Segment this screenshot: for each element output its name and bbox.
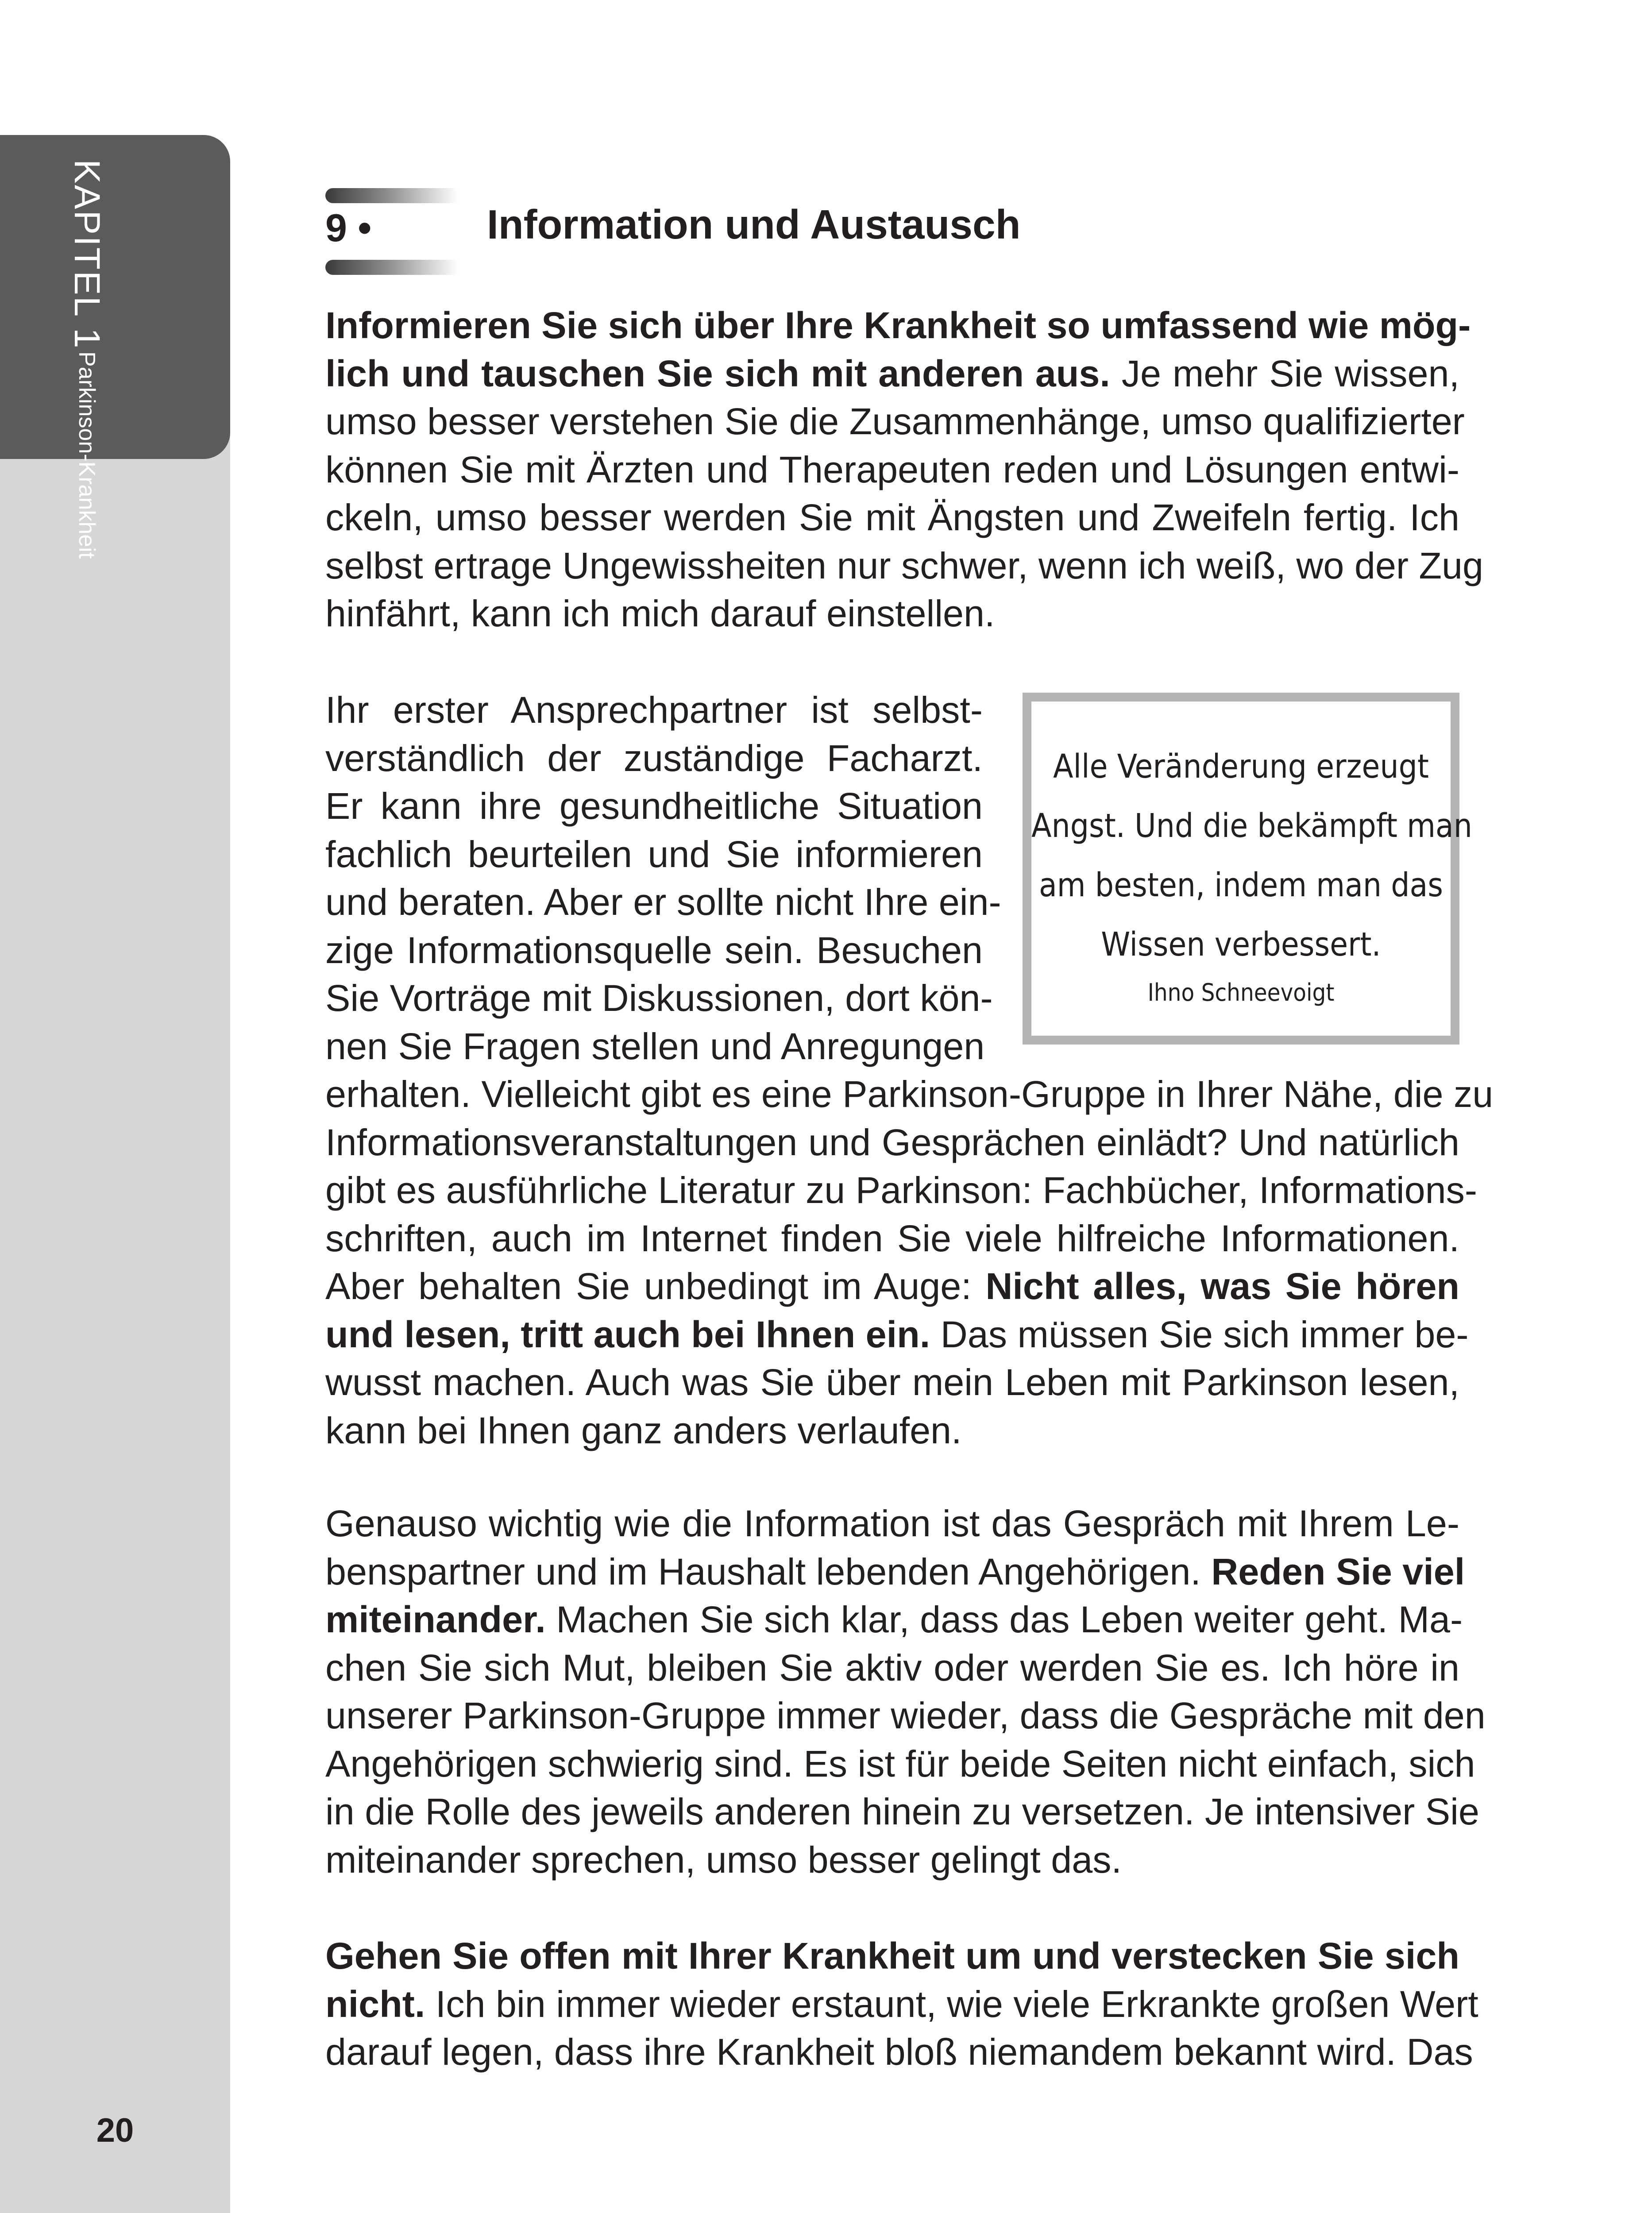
text-line: verständlich der zuständige Facharzt. (325, 737, 983, 779)
text-line: und lesen, tritt auch bei Ihnen ein. Das müssen Sie sich immer be- (325, 1313, 1469, 1355)
heading-bar-bottom (325, 260, 458, 275)
chapter-label (69, 159, 105, 559)
text-line: miteinander sprechen, umso besser gelingt das. (325, 1839, 1122, 1881)
text-line: Gehen Sie offen mit Ihrer Krankheit um und verstecken Sie sich (325, 1935, 1459, 1977)
text-line: ckeln, umso besser werden Sie mit Ängsten und Zweifeln fertig. Ich (325, 497, 1459, 538)
text-line: chen Sie sich Mut, bleiben Sie aktiv oder werden Sie es. Ich höre in (325, 1646, 1459, 1689)
chapter-tab (0, 135, 230, 459)
text-line: nicht. Ich bin immer wieder erstaunt, wie viele Erkrankte großen Wert (325, 1983, 1478, 2025)
text-line: zige Informationsquelle sein. Besuchen (325, 929, 983, 971)
text-line: Informieren Sie sich über Ihre Krankheit so umfassend wie mög- (325, 305, 1471, 346)
quote-author: Ihno Schneevoigt (1147, 979, 1335, 1006)
text-line: benspartner und im Haushalt lebenden Angehörigen. Reden Sie viel (325, 1550, 1465, 1592)
section-number: 9 • (325, 206, 372, 250)
text-line: Er kann ihre gesundheitliche Situation (325, 785, 983, 827)
text-line: unserer Parkinson-Gruppe immer wieder, dass die Gespräche mit den (325, 1695, 1486, 1736)
text-line: lich und tauschen Sie sich mit anderen aus. Je mehr Sie wissen, (325, 352, 1459, 394)
quote-text (1031, 737, 1472, 974)
text-line: Ihr erster Ansprechpartner ist selbst- (325, 689, 983, 731)
quote-line: Alle Veränderung erzeugt (1053, 748, 1429, 786)
page-number: 20 (96, 2112, 134, 2149)
paragraph-conversation (325, 1500, 1486, 1884)
heading-bar-top (325, 188, 458, 203)
quote-line: Angst. Und die bekämpft man (1031, 807, 1472, 845)
text-line: Informationsveranstaltungen und Gesprächen einlädt? Und natürlich (325, 1121, 1459, 1163)
text-line: nen Sie Fragen stellen und Anregungen (325, 1025, 985, 1067)
quote-line: am besten, indem man das (1039, 866, 1443, 904)
text-line: darauf legen, dass ihre Krankheit bloß niemandem bekannt wird. Das (325, 2031, 1473, 2073)
text-line: selbst ertrage Ungewissheiten nur schwer, wenn ich weiß, wo der Zug (325, 544, 1484, 586)
text-line: können Sie mit Ärzten und Therapeuten reden und Lösungen entwi- (325, 448, 1459, 490)
text-line: Genauso wichtig wie die Information ist das Gespräch mit Ihrem Le- (325, 1503, 1459, 1544)
text-line: schriften, auch im Internet finden Sie viele hilfreiche Informationen. (325, 1217, 1459, 1259)
text-line: umso besser verstehen Sie die Zusammenhänge, umso qualifizierter (325, 401, 1465, 442)
text-line: wusst machen. Auch was Sie über mein Leben mit Parkinson lesen, (325, 1361, 1459, 1403)
text-line: in die Rolle des jeweils anderen hinein zu versetzen. Je intensiver Sie (325, 1791, 1479, 1832)
text-line: Angehörigen schwierig sind. Es ist für beide Seiten nicht einfach, sich (325, 1743, 1475, 1785)
text-line: miteinander. Machen Sie sich klar, dass das Leben weiter geht. Ma- (325, 1599, 1463, 1640)
text-line: Aber behalten Sie unbedingt im Auge: Nicht alles, was Sie hören (325, 1265, 1459, 1307)
quote-line: Wissen verbessert. (1101, 925, 1381, 964)
text-line: und beraten. Aber er sollte nicht Ihre ein- (325, 881, 1001, 923)
quote-box (1023, 693, 1472, 1045)
text-line: hinfährt, kann ich mich darauf einstellen. (325, 593, 995, 634)
text-line: Sie Vorträge mit Diskussionen, dort kön- (325, 977, 993, 1019)
paragraph-intro (325, 301, 1484, 638)
section-title: Information und Austausch (487, 201, 1021, 247)
text-line: kann bei Ihnen ganz anders verlaufen. (325, 1409, 962, 1451)
paragraph-openness (325, 1932, 1478, 2076)
chapter-subtitle: Parkinson-Krankheit (74, 351, 100, 559)
text-line: gibt es ausführliche Literatur zu Parkinson: Fachbücher, Informations- (325, 1169, 1478, 1211)
text-line: fachlich beurteilen und Sie informieren (325, 833, 983, 875)
text-line: erhalten. Vielleicht gibt es eine Parkinson-Gruppe in Ihrer Nähe, die zu (325, 1073, 1494, 1115)
chapter-title: KAPITEL 1 (67, 159, 107, 350)
